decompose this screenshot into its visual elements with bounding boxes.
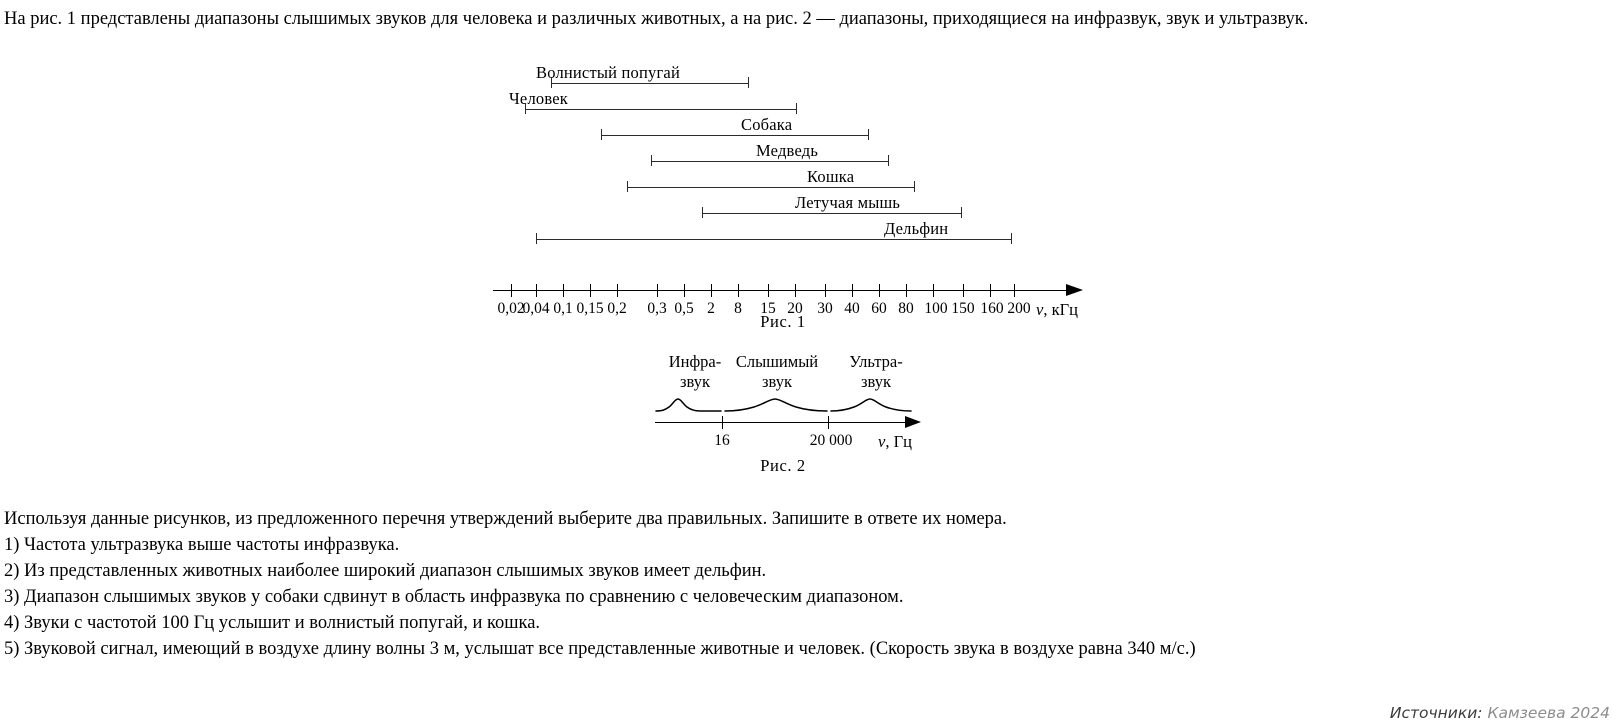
axis-tick [933,284,934,297]
axis-arrow-icon [905,416,921,428]
axis-unit: , кГц [1043,300,1078,319]
axis-tick [738,284,739,297]
axis-tick [657,284,658,297]
range-label: Летучая мышь [795,193,901,212]
figure-1-hearing-ranges [0,60,1616,335]
axis-tick [536,284,537,297]
axis-tick-label: 16 [714,432,730,449]
band-label-line-2: звук [761,372,792,391]
axis-tick-label: 60 [871,300,887,317]
axis-tick [511,284,512,297]
axis-tick-label: 0,1 [553,300,573,317]
axis-tick [684,284,685,297]
axis-tick-label: 0,15 [576,300,604,317]
axis-tick [828,416,829,429]
band-label-audible [722,352,832,392]
axis-tick-label: 100 [924,300,948,317]
band-label-line-1: Ультра- [849,352,903,371]
axis-tick [722,416,723,429]
axis-unit: , Гц [885,432,912,451]
axis-tick [711,284,712,297]
range-row [536,216,1014,248]
axis-tick-label: 0,3 [647,300,667,317]
axis-tick-label: 40 [844,300,860,317]
range-label: Медведь [756,141,819,160]
band-label-line-1: Инфра- [668,352,722,371]
axis-tick-label: 2 [707,300,715,317]
band-label-line-1: Слышимый [735,352,819,371]
axis-tick-label: 20 000 [809,432,853,449]
axis-tick [563,284,564,297]
axis-name-label [878,432,912,452]
axis-tick-label: 0,5 [674,300,694,317]
range-label: Собака [741,115,793,134]
figure-1-caption [0,312,1616,332]
source-label: Источники: [1389,704,1483,722]
intro-paragraph: На рис. 1 представлены диапазоны слышимых звуков для человека и различных животных, а на рис. 2 — диапазоны, приходящиеся на инфразвук, звук и ультразвук. [4,9,1309,29]
statement-3: 3) Диапазон слышимых звуков у собаки сдвинут в область инфразвука по сравнению с человеческим диапазоном. [4,587,904,607]
axis-tick [768,284,769,297]
source-value: Камзеева 2024 [1487,704,1610,722]
axis-tick-label: 8 [734,300,742,317]
axis-tick [879,284,880,297]
axis-line [655,422,912,423]
band-label-line-2: звук [860,372,891,391]
axis-tick [617,284,618,297]
axis-tick-label: 15 [760,300,776,317]
axis-tick [590,284,591,297]
brace-audible [724,398,828,412]
range-label: Волнистый попугай [536,63,680,82]
axis-tick-label: 20 [787,300,803,317]
statement-5: 5) Звуковой сигнал, имеющий в воздухе длину волны 3 м, услышат все представленные животные и человек. (Скорость звука в воздухе равна 340 м/с.) [4,639,1196,659]
axis-tick [1014,284,1015,297]
axis-tick [852,284,853,297]
axis-tick [963,284,964,297]
axis-tick [990,284,991,297]
range-label: Дельфин [884,219,949,238]
figure-1-caption-text: Рис. 1 [760,312,806,331]
axis-arrow-icon [1066,284,1083,296]
axis-tick-label: 0,2 [607,300,627,317]
statement-4: 4) Звуки с частотой 100 Гц услышит и волнистый попугай, и кошка. [4,613,541,633]
range-bar [536,233,1012,244]
axis-tick-label: 200 [1007,300,1031,317]
nu-symbol: ν [878,432,886,451]
nu-symbol: ν [1036,300,1044,319]
band-label-line-2: звук [679,372,710,391]
axis-tick-label: 80 [898,300,914,317]
axis-tick [906,284,907,297]
brace-infrasound [655,398,722,412]
figure-2-caption [0,456,1616,476]
figure-2-caption-text: Рис. 2 [760,456,806,475]
axis-tick-label: 0,02 [497,300,525,317]
axis-line [493,290,1071,291]
statement-2: 2) Из представленных животных наиболее широкий диапазон слышимых звуков имеет дельфин. [4,561,767,581]
brace-ultrasound [830,398,912,412]
range-label: Человек [509,89,568,108]
question-block [4,506,1612,662]
axis-tick-label: 150 [951,300,975,317]
range-label: Кошка [807,167,855,186]
axis-tick [825,284,826,297]
axis-tick-label: 0,04 [522,300,550,317]
axis-tick-label: 160 [980,300,1004,317]
question-prompt: Используя данные рисунков, из предложенного перечня утверждений выберите два правильных. Запишите в ответе их номера. [4,509,1007,529]
source-footer [1390,704,1610,722]
band-label-ultrasound [828,352,924,392]
axis-tick [795,284,796,297]
axis-tick-label: 30 [817,300,833,317]
statement-1: 1) Частота ультразвука выше частоты инфразвука. [4,535,400,555]
figure-2-sound-bands [0,352,1616,477]
